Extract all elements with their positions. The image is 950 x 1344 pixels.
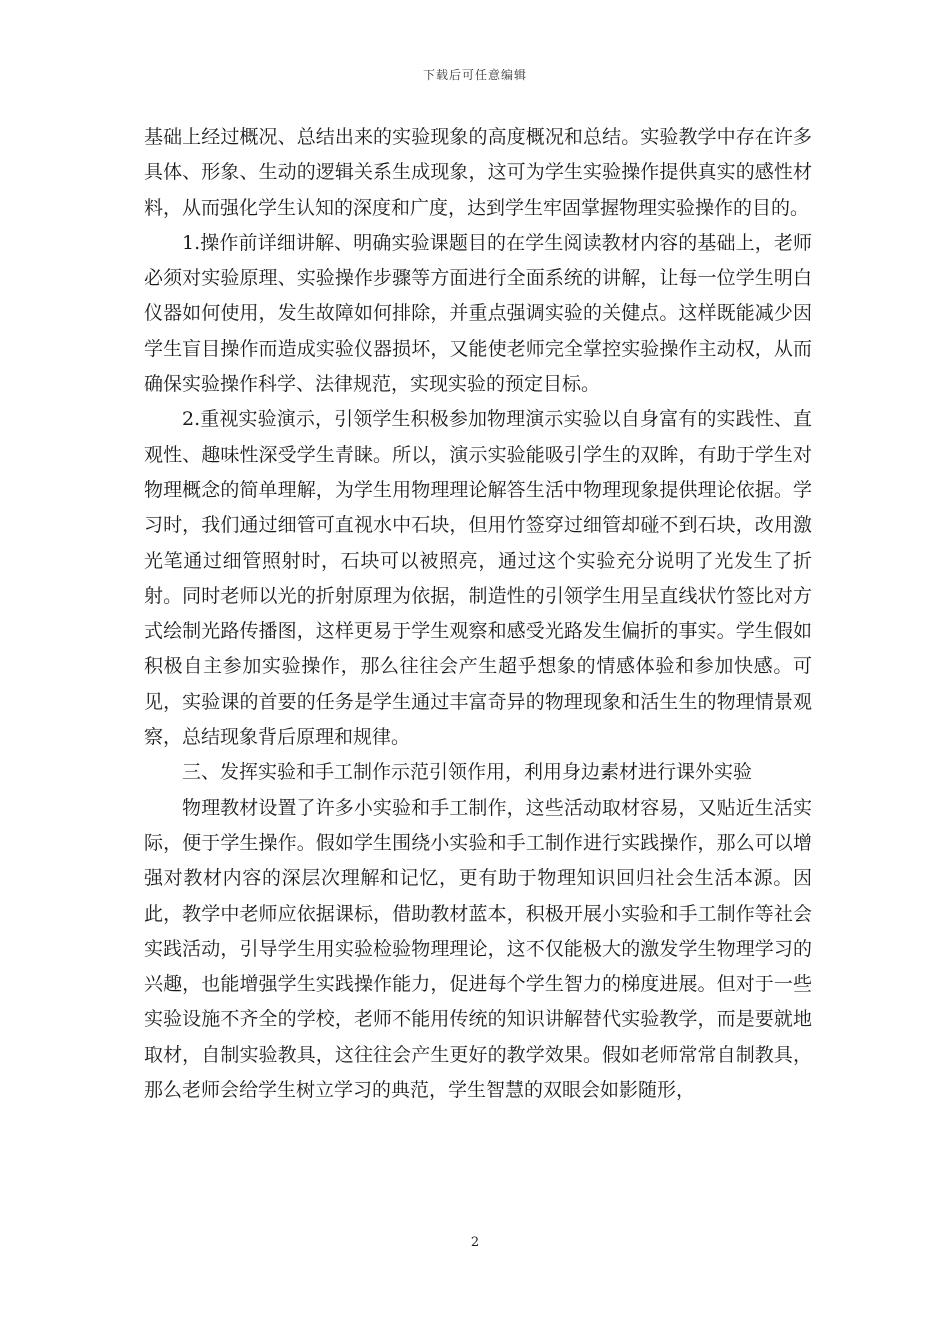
page-number: 2 (470, 1235, 480, 1250)
paragraph-section-2: 2.重视实验演示，引领学生积极参加物理演示实验以自身富有的实践性、直观性、趣味性深受学生青睐。所以，演示实验能吸引学生的双眸，有助于学生对物理概念的简单理解，为学生用物理理论解答生活中物理现象提供理论依据。学习时，我们通过细管可直视水中石块，但用竹签穿过细管却碰不到石块，改用激光笔通过细管照射时，石块可以被照亮，通过这个实验充分说明了光发生了折射。同时老师以光的折射原理为依据，制造性的引领学生用呈直线状竹签比对方式绘制光路传播图，这样更易于学生观察和感受光路发生偏折的事实。学生假如积极自主参加实验操作，那么往往会产生超乎想象的情感体验和参加快感。可见，实验课的首要的任务是学生通过丰富奇异的物理现象和活生生的物理情景观察，总结现象背后原理和规律。 (144, 408, 812, 749)
section-heading-3: 三、发挥实验和手工制作示范引领作用，利用身边素材进行课外实验 (182, 761, 753, 784)
document-body (144, 120, 812, 1108)
page-header: 下载后可任意编辑 (422, 68, 527, 82)
paragraph-continuation: 基础上经过概况、总结出来的实验现象的高度概况和总结。实验教学中存在许多具体、形象、生动的逻辑关系生成现象，这可为学生实验操作提供真实的感性材料，从而强化学生认知的深度和广度，达到学生牢固掌握物理实验操作的目的。 (144, 126, 812, 219)
paragraph-section-3-body: 物理教材设置了许多小实验和手工制作，这些活动取材容易，又贴近生活实际，便于学生操作。假如学生围绕小实验和手工制作进行实践操作，那么可以增强对教材内容的深层次理解和记忆，更有助于物理知识回归社会生活本源。因此，教学中老师应依据课标，借助教材蓝本，积极开展小实验和手工制作等社会实践活动，引导学生用实验检验物理理论，这不仅能极大的激发学生物理学习的兴趣，也能增强学生实践操作能力，促进每个学生智力的梯度进展。但对于一些实验设施不齐全的学校，老师不能用传统的知识讲解替代实验教学，而是要就地取材，自制实验教具，这往往会产生更好的教学效果。假如老师常常自制教具，那么老师会给学生树立学习的典范，学生智慧的双眼会如影随形， (144, 796, 812, 1102)
paragraph-section-1: 1.操作前详细讲解、明确实验课题目的在学生阅读教材内容的基础上，老师必须对实验原理、实验操作步骤等方面进行全面系统的讲解，让每一位学生明白仪器如何使用，发生故障如何排除，并重点强调实验的关健点。这样既能减少因学生盲目操作而造成实验仪器损坏，又能使老师完全掌控实验操作主动权，从而确保实验操作科学、法律规范，实现实验的预定目标。 (144, 231, 812, 396)
